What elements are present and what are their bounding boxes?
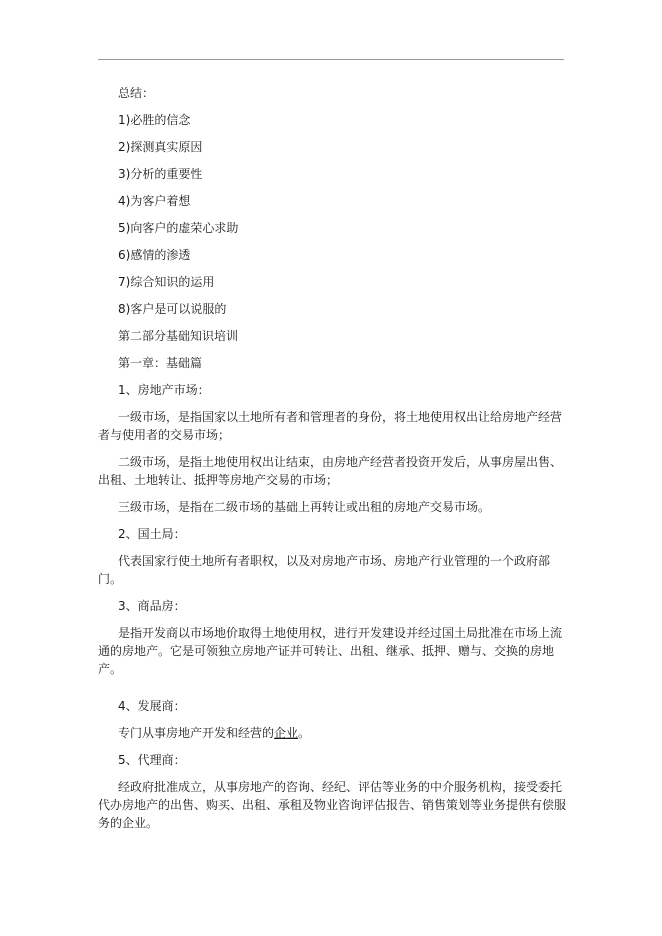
summary-item-8: 8)客户是可以说服的: [118, 302, 227, 316]
developer-paragraph-underlined-word: 企业: [274, 726, 299, 740]
developer-paragraph-end: 。: [298, 726, 311, 740]
summary-item-6: 6)感情的渗透: [118, 248, 191, 262]
summary-title: 总结：: [118, 86, 155, 100]
document-body: [98, 84, 566, 841]
term-heading-commercial-housing: 3、商品房：: [118, 599, 186, 613]
primary-market-paragraph: 一级市场，是指国家以土地所有者和管理者的身份，将土地使用权出让给房地产经营者与使用者的交易市场；: [98, 410, 563, 442]
summary-item-3: 3)分析的重要性: [118, 167, 203, 181]
part-title: 第二部分基础知识培训: [118, 329, 239, 343]
chapter-title: 第一章：基础篇: [118, 356, 203, 370]
header-rule: [98, 59, 564, 60]
term-heading-developer: 4、发展商：: [118, 699, 186, 713]
term-heading-agent: 5、代理商：: [118, 753, 186, 767]
term-heading-land-bureau: 2、国土局：: [118, 527, 186, 541]
land-bureau-paragraph: 代表国家行使土地所有者职权，以及对房地产市场、房地产行业管理的一个政府部门。: [98, 554, 551, 586]
commercial-housing-paragraph: 是指开发商以市场地价取得土地使用权，进行开发建设并经过国土局批准在市场上流通的房地产。它是可领独立房地产证并可转让、出租、继承、抵押、赠与、交换的房地产。: [98, 626, 563, 676]
term-heading-real-estate-market: 1、房地产市场：: [118, 383, 210, 397]
agent-paragraph: 经政府批准成立，从事房地产的咨询、经纪、评估等业务的中介服务机构，接受委托代办房地产的出售、购买、出租、承租及物业咨询评估报告、销售策划等业务提供有偿服务的企业。: [98, 780, 567, 830]
summary-item-1: 1)必胜的信念: [118, 113, 191, 127]
developer-paragraph: [98, 724, 566, 742]
secondary-market-paragraph: 二级市场，是指土地使用权出让结束，由房地产经营者投资开发后，从事房屋出售、出租、土地转让、抵押等房地产交易的市场；: [98, 455, 563, 487]
summary-item-4: 4)为客户着想: [118, 194, 191, 208]
developer-paragraph-text: 专门从事房地产开发和经营的: [118, 726, 275, 740]
tertiary-market-paragraph: 三级市场，是指在二级市场的基础上再转让或出租的房地产交易市场。: [118, 500, 491, 514]
summary-item-5: 5)向客户的虚荣心求助: [118, 221, 239, 235]
summary-item-2: 2)探测真实原因: [118, 140, 203, 154]
summary-item-7: 7)综合知识的运用: [118, 275, 215, 289]
